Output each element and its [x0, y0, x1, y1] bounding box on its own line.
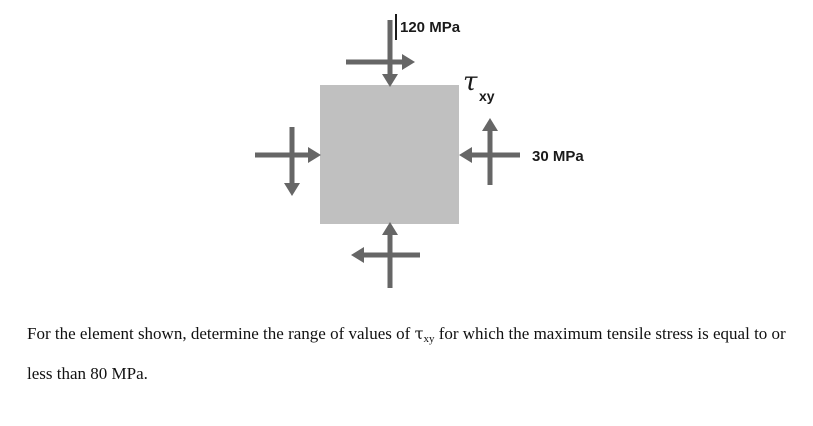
tau-xy-symbol: τ	[463, 67, 478, 97]
left-shear-arrow	[284, 127, 300, 196]
problem-text-part1: For the element shown, determine the range of values of	[27, 324, 415, 343]
problem-statement	[27, 314, 787, 394]
sigma-x-label: 30 MPa	[532, 148, 584, 165]
sigma-y-label: 120 MPa	[400, 19, 461, 36]
problem-text-part2: for which the maximum tensile stress is equal to or less than 80 MPa.	[27, 324, 786, 383]
left-normal-stress-arrow	[255, 147, 321, 163]
right-shear-arrow	[482, 118, 498, 185]
bottom-shear-arrow	[351, 247, 420, 263]
tau-xy-inline-subscript: xy	[423, 333, 435, 345]
tau-xy-subscript: xy	[479, 88, 495, 104]
top-shear-arrow	[346, 54, 415, 70]
stress-element-square	[320, 85, 459, 224]
tau-xy-inline-symbol: τ	[414, 324, 424, 343]
